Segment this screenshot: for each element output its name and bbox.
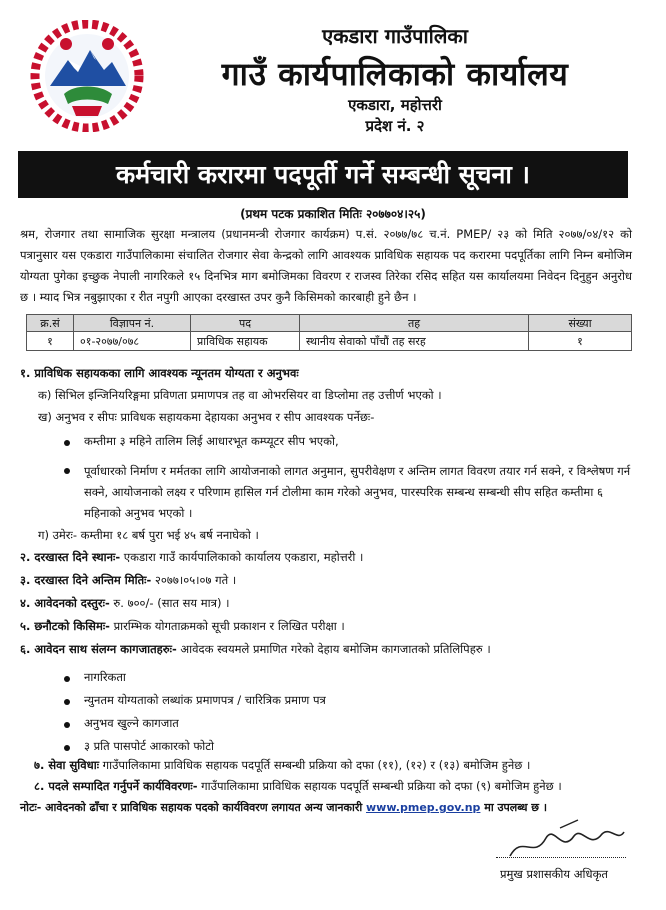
section-8 bbox=[34, 779, 562, 794]
document-item: न्युनतम योग्यताको लब्धांक प्रमाणपत्र / चारित्रिक प्रमाण पत्र bbox=[84, 693, 326, 707]
section-2-label: २. दरखास्त दिने स्थानः- bbox=[20, 550, 121, 564]
column-header: विज्ञापन नं. bbox=[74, 315, 191, 332]
section-1c: ग) उमेरः- कम्तीमा १८ बर्ष पुरा भई ४५ बर्ष ननाघेको । bbox=[38, 528, 259, 542]
bullet-icon bbox=[64, 468, 70, 474]
section-5-label: ५. छनौटको किसिमः- bbox=[20, 619, 110, 633]
document-item: अनुभव खुल्ने कागजात bbox=[84, 716, 179, 730]
office-name: गाउँ कार्यपालिकाको कार्यालय bbox=[221, 55, 569, 93]
bullet-icon bbox=[64, 699, 70, 705]
column-header: तह bbox=[300, 315, 529, 332]
note-text: नोटः- आवेदनको ढाँचा र प्राविधिक सहायक पदको कार्यविवरण लगायत अन्य जानकारी bbox=[20, 801, 367, 814]
office-location: एकडारा, महोत्तरी bbox=[348, 96, 442, 114]
section-8-label: ८. पदले सम्पादित गर्नुपर्ने कार्यविवरणः- bbox=[34, 779, 198, 793]
section-5 bbox=[20, 619, 345, 634]
section-1b-item-2: पूर्वाधारको निर्माण र मर्मतका लागि आयोजनाको लागत अनुमान, सुपरीवेक्षण र अन्तिम लागत विवरण तयार गर्न सक्ने, र विश्लेषण गर्न सक्ने, आयोजनाको लक्ष्य र परिणाम हासिल गर्न टोलीमा काम गरेको अनुभव, पारस्परिक सम्बन्ध सम्बन्धी सीप सहित कम्तीमा ६ महिनाको अनुभव भएको । bbox=[84, 464, 631, 520]
nepal-emblem-logo bbox=[28, 20, 146, 132]
note-text-end: मा उपलब्ध छ । bbox=[480, 801, 547, 814]
bullet-icon bbox=[64, 745, 70, 751]
table-cell: ०१-२०७७/०७८ bbox=[74, 332, 191, 351]
table-cell: १ bbox=[529, 332, 632, 351]
document-item: ३ प्रति पासपोर्ट आकारको फोटो bbox=[84, 739, 214, 753]
section-1-heading: १. प्राविधिक सहायकका लागि आवश्यक न्यूनतम योग्यता र अनुभवः bbox=[20, 366, 299, 380]
section-3 bbox=[20, 573, 236, 588]
section-6 bbox=[20, 642, 491, 657]
section-1b: ख) अनुभव र सीपः प्राविधक सहायकमा देहायका अनुभव र सीप आवश्यक पर्नेछः- bbox=[38, 410, 375, 424]
pmep-website-link[interactable]: www.pmep.gov.np bbox=[366, 801, 481, 814]
table-cell: प्राविधिक सहायक bbox=[191, 332, 300, 351]
section-7 bbox=[34, 758, 530, 773]
province-name: प्रदेश नं. २ bbox=[365, 117, 425, 135]
bullet-icon bbox=[64, 440, 70, 446]
section-5-text: प्रारम्भिक योगताक्रमको सूची प्रकाशन र लिखित परीक्षा । bbox=[109, 619, 345, 633]
signature-line bbox=[496, 857, 626, 858]
section-6-label: ६. आवेदन साथ संलग्न कागजातहरुः- bbox=[20, 642, 177, 656]
section-7-text: गाउँपालिकामा प्राविधिक सहायक पदपूर्ति सम्बन्धी प्रक्रिया को दफा (११), (१२) र (१३) बमोजिम हुनेछ । bbox=[99, 758, 531, 772]
published-date: (प्रथम पटक प्रकाशित मितिः २०७७०४।२५) bbox=[240, 207, 426, 221]
village-name: एकडारा गाउँपालिका bbox=[322, 24, 468, 48]
table-row bbox=[27, 332, 632, 351]
vacancy-table bbox=[26, 314, 632, 351]
section-6-text: आवेदक स्वयमले प्रमाणित गरेको देहाय बमोजिम कागजातको प्रतिलिपिहरु । bbox=[176, 642, 491, 656]
notice-title-banner: कर्मचारी करारमा पदपूर्ती गर्ने सम्बन्धी सूचना । bbox=[18, 151, 628, 198]
section-3-label: ३. दरखास्त दिने अन्तिम मितिः- bbox=[20, 573, 152, 587]
note-line bbox=[20, 800, 547, 815]
section-4-text: रु. ७००/- (सात सय मात्र) । bbox=[109, 596, 230, 610]
signatory-title: प्रमुख प्रशासकीय अधिकृत bbox=[500, 867, 608, 881]
document-item: नागरिकता bbox=[84, 670, 126, 684]
section-8-text: गाउँपालिकामा प्राविधिक सहायक पदपूर्ति सम्बन्धी प्रक्रिया को दफा (९) बमोजिम हुनेछ । bbox=[197, 779, 562, 793]
section-2-text: एकडारा गाउँ कार्यपालिकाको कार्यालय एकडारा, महोत्तरी । bbox=[120, 550, 364, 564]
bullet-icon bbox=[64, 676, 70, 682]
bullet-icon bbox=[64, 722, 70, 728]
table-cell: १ bbox=[27, 332, 74, 351]
table-cell: स्थानीय सेवाको पाँचौं तह सरह bbox=[300, 332, 529, 351]
column-header: क्र.सं bbox=[27, 315, 74, 332]
section-4 bbox=[20, 596, 229, 611]
intro-paragraph: श्रम, रोजगार तथा सामाजिक सुरक्षा मन्त्रालय (प्रधानमन्त्री रोजगार कार्यक्रम) प.सं. २०७७/७८ च.नं. PMEP/ २३ को मिति २०७७/०४/१२ को पत्रानुसार यस एकडारा गाउँपालिकामा संचालित रोजगार सेवा केन्द्रको लागि आवश्यक प्राविधिक सहायक पद करारमा पदपूर्तिका लागि निम्न बमोजिम योग्यता पुगेका इच्छुक नेपाली नागरिकले १५ दिनभित्र माग बमोजिमका विवरण र राजस्व तिरेका रसिद सहित यस कार्यालयमा निवेदन दिनुहुन अनुरोध छ । म्याद भित्र नबुझाएका र रीत नपुगी आएका दरखास्त उपर कुनै किसिमको कारबाही हुने छैन । bbox=[20, 227, 632, 304]
section-1a: क) सिभिल इन्जिनियरिङ्गमा प्रविणता प्रमाणपत्र तह वा ओभरसियर वा डिप्लोमा तह उत्तीर्ण भएको । bbox=[38, 388, 442, 402]
column-header: पद bbox=[191, 315, 300, 332]
section-3-text: २०७७।०५।०७ गते । bbox=[151, 573, 237, 587]
section-1b-item-1: कम्तीमा ३ महिने तालिम लिई आधारभूत कम्प्यूटर सीप भएको, bbox=[84, 434, 339, 448]
table-header-row bbox=[27, 315, 632, 332]
section-2 bbox=[20, 550, 363, 565]
section-4-label: ४. आवेदनको दस्तुरः- bbox=[20, 596, 110, 610]
section-7-label: ७. सेवा सुविधाः bbox=[34, 758, 100, 772]
column-header: संख्या bbox=[529, 315, 632, 332]
